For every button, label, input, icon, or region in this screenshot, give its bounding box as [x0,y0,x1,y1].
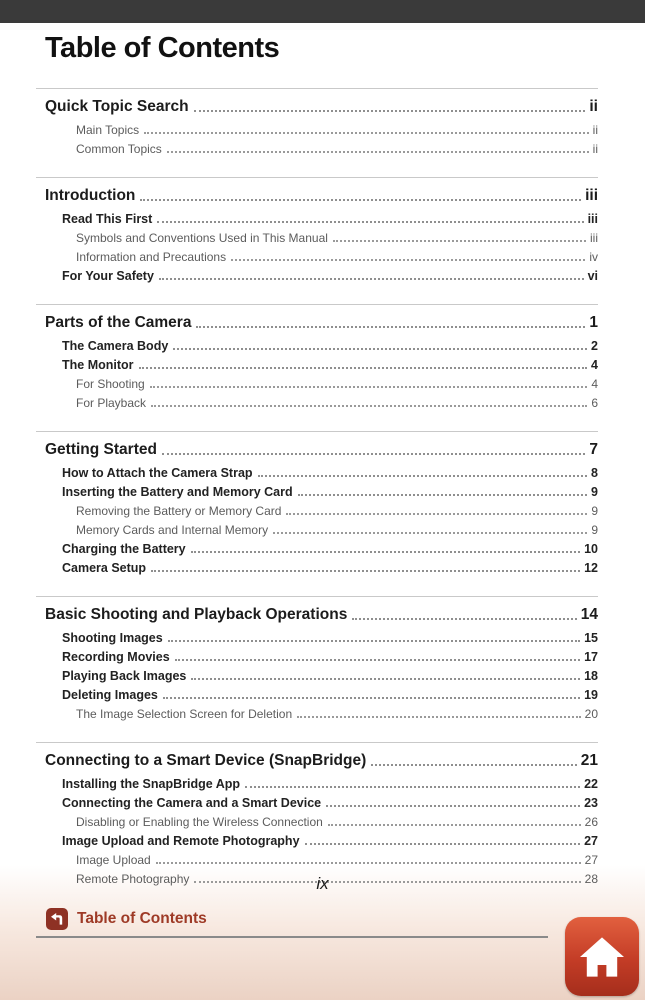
toc-entry-page: 9 [591,522,598,537]
toc-entry-label: Introduction [45,187,136,204]
toc-entry-label: Playing Back Images [62,668,187,683]
leader-dots [157,221,583,223]
toc-entry-page: 6 [591,395,598,410]
toc-entry-label: Remote Photography [76,871,190,886]
toc-entry[interactable] [36,704,598,723]
toc-entry-page: 20 [584,706,598,721]
toc-entry-label: For Your Safety [62,268,154,283]
toc-entry-page: 7 [589,441,598,458]
footer-divider [36,936,548,938]
leader-dots [326,805,580,807]
toc-entry-label: Camera Setup [62,560,147,575]
toc-entry-page: 4 [591,376,598,391]
leader-dots [297,716,581,718]
toc-entry[interactable] [36,666,598,685]
toc-entry-label: Disabling or Enabling the Wireless Connection [76,814,323,829]
toc-entry-label: Information and Precautions [76,249,227,264]
toc-entry[interactable] [36,602,598,628]
toc-entry-page: 12 [584,560,598,575]
toc-entry-label: For Playback [76,395,147,410]
home-button[interactable] [565,917,639,996]
toc-entry-page: ii [589,98,598,115]
toc-section [36,596,598,723]
leader-dots [167,151,589,153]
footer-toc-label: Table of Contents [77,910,207,927]
toc-entry[interactable] [36,120,598,139]
toc-entry-page: ii [592,141,598,156]
toc-entry-page: 19 [584,687,598,702]
toc-entry-page: 26 [584,814,598,829]
toc-entry[interactable] [36,355,598,374]
footer-toc-link[interactable] [46,908,207,930]
toc-list [36,88,598,888]
toc-entry-label: Quick Topic Search [45,98,189,115]
toc-entry[interactable] [36,628,598,647]
leader-dots [162,453,585,455]
toc-entry-label: Getting Started [45,441,157,458]
toc-entry[interactable] [36,374,598,393]
leader-dots [371,764,577,766]
toc-entry-label: Symbols and Conventions Used in This Manual [76,230,328,245]
toc-entry[interactable] [36,209,598,228]
toc-entry[interactable] [36,539,598,558]
toc-entry-page: iv [589,249,598,264]
leader-dots [159,278,584,280]
toc-entry-page: 27 [584,833,598,848]
toc-entry[interactable] [36,94,598,120]
leader-dots [194,110,586,112]
leader-dots [191,678,580,680]
toc-entry-label: Recording Movies [62,649,170,664]
toc-entry-label: The Image Selection Screen for Deletion [76,706,293,721]
toc-section [36,431,598,577]
toc-section [36,304,598,412]
toc-entry-label: Removing the Battery or Memory Card [76,503,282,518]
toc-entry[interactable] [36,336,598,355]
leader-dots [144,132,589,134]
return-arrow-icon [46,908,68,930]
leader-dots [151,570,580,572]
leader-dots [140,199,581,201]
toc-entry-page: 23 [584,795,598,810]
toc-entry-label: How to Attach the Camera Strap [62,465,253,480]
toc-entry-page: 1 [589,314,598,331]
toc-entry-label: Installing the SnapBridge App [62,776,241,791]
toc-entry-page: 9 [591,484,598,499]
toc-entry[interactable] [36,463,598,482]
toc-entry[interactable] [36,685,598,704]
toc-entry-page: 17 [584,649,598,664]
leader-dots [175,659,580,661]
toc-section [36,177,598,285]
toc-entry-label: For Shooting [76,376,145,391]
leader-dots [298,494,587,496]
toc-entry-label: The Camera Body [62,338,169,353]
toc-entry-page: iii [585,187,598,204]
toc-entry-label: Read This First [62,211,153,226]
leader-dots [245,786,580,788]
toc-entry[interactable] [36,647,598,666]
top-bar [0,0,645,23]
toc-entry-page: 2 [591,338,598,353]
toc-entry[interactable] [36,393,598,412]
toc-entry-label: Inserting the Battery and Memory Card [62,484,293,499]
toc-entry-label: Parts of the Camera [45,314,192,331]
toc-entry-page: 10 [584,541,598,556]
toc-entry[interactable] [36,850,598,869]
leader-dots [333,240,586,242]
toc-entry-label: Basic Shooting and Playback Operations [45,606,348,623]
page-number: ix [316,874,329,893]
toc-entry-page: 8 [591,465,598,480]
toc-entry-page: 27 [584,852,598,867]
toc-entry[interactable] [36,482,598,501]
toc-entry[interactable] [36,812,598,831]
toc-entry[interactable] [36,183,598,209]
toc-entry-label: Deleting Images [62,687,158,702]
leader-dots [231,259,585,261]
leader-dots [286,513,587,515]
toc-entry-label: Main Topics [76,122,140,137]
toc-entry[interactable] [36,139,598,158]
leader-dots [196,326,585,328]
leader-dots [173,348,587,350]
toc-entry-page: 14 [580,606,598,623]
toc-entry-page: 21 [580,752,598,769]
toc-entry-label: Common Topics [76,141,162,156]
toc-entry[interactable] [36,310,598,336]
toc-entry-page: iii [590,230,598,245]
toc-entry-label: Memory Cards and Internal Memory [76,522,269,537]
leader-dots [305,843,581,845]
toc-section [36,742,598,888]
toc-entry[interactable] [36,501,598,520]
toc-entry-label: Charging the Battery [62,541,186,556]
toc-entry-page: 15 [584,630,598,645]
toc-entry-page: 28 [584,871,598,886]
toc-entry-label: The Monitor [62,357,134,372]
toc-page [36,23,598,888]
leader-dots [156,862,581,864]
leader-dots [163,697,580,699]
leader-dots [273,532,587,534]
toc-entry-label: Connecting the Camera and a Smart Device [62,795,322,810]
toc-entry-page: 4 [591,357,598,372]
toc-entry[interactable] [36,266,598,285]
toc-entry[interactable] [36,520,598,539]
leader-dots [258,475,588,477]
toc-entry-label: Connecting to a Smart Device (SnapBridge) [45,752,367,769]
leader-dots [139,367,588,369]
leader-dots [191,551,580,553]
toc-entry-page: ii [592,122,598,137]
leader-dots [151,405,587,407]
toc-entry-label: Shooting Images [62,630,163,645]
toc-entry-page: vi [587,268,598,283]
toc-entry-label: Image Upload and Remote Photography [62,833,300,848]
toc-entry-page: 18 [584,668,598,683]
toc-entry[interactable] [36,558,598,577]
toc-entry-page: iii [587,211,598,226]
home-icon [578,933,626,981]
toc-entry[interactable] [36,748,598,774]
toc-entry[interactable] [36,793,598,812]
leader-dots [168,640,580,642]
toc-entry[interactable] [36,774,598,793]
toc-section [36,88,598,158]
toc-entry[interactable] [36,831,598,850]
leader-dots [150,386,588,388]
leader-dots [328,824,581,826]
toc-entry-label: Image Upload [76,852,151,867]
toc-entry-page: 22 [584,776,598,791]
toc-entry-page: 9 [591,503,598,518]
page-title: Table of Contents [45,32,280,64]
toc-entry[interactable] [36,247,598,266]
leader-dots [352,618,576,620]
toc-entry[interactable] [36,228,598,247]
toc-entry[interactable] [36,437,598,463]
